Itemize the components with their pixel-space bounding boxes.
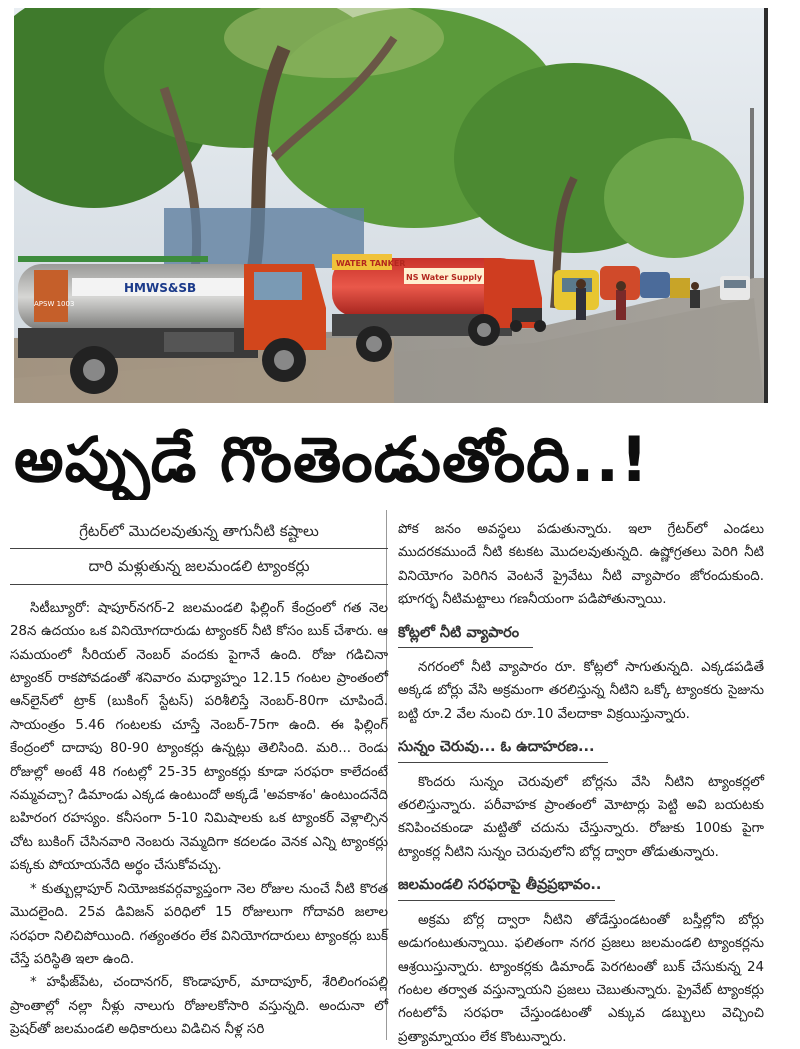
right-column <box>398 518 764 1049</box>
paragraph-3: * హఫీజ్‌పేట, చందానగర్, కొండాపూర్, మాదాపూర్, శేరిలింగంపల్లి ప్రాంతాల్లో నల్లా నీళ్లు నాలుగు రోజులకోసారి వస్తున్నది. అందునా లో ప్రెషర్‌తో జలమండలి అధికారులు విడిచిన నీళ్ల సరి <box>10 975 388 1038</box>
tanker1-code: APSW 1003 <box>34 300 75 308</box>
section-body-example: కొందరు సున్నం చెరువులో బోర్లను వేసి నీటిని ట్యాంకర్లలో తరలిస్తున్నారు. పరీవాహక ప్రాంతంలో మోటార్లు పెట్టి అవి బయటకు కనిపించకుండా మట్టితో చదును చేస్తున్నారు. రోజుకు 100కు పైగా ట్యాంకర్ల నీటిని సున్నం చెరువులోని బోర్ల ద్వారా తోడుతున్నారు. <box>398 774 764 860</box>
tanker1-label: HMWS&SB <box>124 281 197 295</box>
paragraph-continued: పోక జనం అవస్థలు పడుతున్నారు. ఇలా గ్రేటర్‌లో ఎండలు ముదరకముందే నీటి కటకట మొదలవుతున్నది. ఉష్ణోగ్రతలు పెరిగి నీటి వినియోగం పెరిగిన వెంటనే ప్రైవేటు నీటి వ్యాపారం జోరందుకుంది. భూగర్భ నీటిమట్టాలు గణనీయంగా పడిపోతున్నాయి. <box>398 522 764 608</box>
paragraph-2: * కుత్బుల్లాపూర్ నియోజకవర్గవ్యాప్తంగా నెల రోజుల నుంచే నీటి కొరత మొదలైంది. 25వ డివిజన్ పరిధిలో 15 రోజులుగా గోదావరి జలాల సరఫరా నిలిచిపోయింది. గత్యంతరం లేక వినియోగదారులు ట్యాంకర్లు బుక్ చేస్తే పరిస్థితి ఇలా ఉంది. <box>10 881 388 967</box>
tanker3-label: NS Water Supply <box>406 273 483 282</box>
section-body-business: నగరంలో నీటి వ్యాపారం రూ. కోట్లలో సాగుతున్నది. ఎక్కడపడితే అక్కడ బోర్లు వేసి అక్రమంగా తరలిస్తున్న నీటిని ఒక్కో ట్యాంకరు సైజును బట్టి రూ.2 వేల నుంచి రూ.10 వేలదాకా విక్రయిస్తున్నారు. <box>398 660 764 722</box>
tanker2-label: WATER TANKER <box>336 259 406 268</box>
subheading-1: గ్రేటర్‌లో మొదలవుతున్న తాగునీటి కష్టాలు <box>10 518 388 549</box>
section-body-impact: అక్రమ బోర్ల ద్వారా నీటిని తోడేస్తుండటంతో బస్తీల్లోని బోర్లు అడుగంటుతున్నాయి. ఫలితంగా నగర ప్రజలు జలమండలి ట్యాంకర్లను ఆశ్రయిస్తున్నారు. ట్యాంకర్లకు డిమాండ్ పెరగటంతో బుక్ చేసుకున్న 24 గంటల తర్వాత వస్తున్నాయని ప్రజలు చెబుతున్నారు. ప్రైవేట్ ట్యాంకర్లు గంటలోపే సరఫరా చేస్తుండటంతో ఎక్కువ డబ్బులు వెచ్చించి ప్రత్యామ్నాయం లేక కొంటున్నారు. <box>398 912 764 1045</box>
water-tankers-photo <box>14 8 764 403</box>
paragraph-1: సిటీబ్యూరో: షాపూర్‌నగర్‌-2 జలమండలి ఫిల్లింగ్ కేంద్రంలో గత నెల 28న ఉదయం ఒక వినియోగదారుడు ట్యాంకర్ నీటి కోసం బుక్ చేశారు. ఆ సమయంలో సీరియల్ నెంబర్ వందకు పైగానే ఉంది. రోజు గడిచినా ట్యాంకర్ రాకపోవడంతో శనివారం మధ్యాహ్నం 12.15 గంటల ప్రాంతంలో ఆన్‌లైన్‌లో ట్రాక్ (బుకింగ్ స్టేటస్) పరిశీలిస్తే నెంబర్‌-80గా చూపిందే. సాయంత్రం 5.46 గంటలకు చూస్తే నెంబర్‌-75గా ఉంది. ఈ ఫిల్లింగ్ కేంద్రంలో దాదాపు 80-90 ట్యాంకర్లు ఉన్నట్లు తెలిసింది. మరి... రెండు రోజుల్లో అంటే 48 గంటల్లో 25-35 ట్యాంకర్లు కూడా సరఫరా కాలేదంటే నమ్మవచ్చా? డిమాండు ఎక్కడ ఉంటుందో అక్కడే 'అవకాశం' ఉంటుందనేది బహిరంగ రహస్యం. కనీసంగా 5-10 నిమిషాలకు ఒక ట్యాంకర్ వెళ్లాల్సిన చోట బుకింగ్ చేసినవారి నెంబరు నెమ్మదిగా కదలడం వెనక ఎన్ని ట్యాంకర్లు పక్కకు పోయాయనేది అర్థం చేసుకోవచ్చు. <box>10 600 388 874</box>
section-heading-impact: జలమండలి సరఫరాపై తీవ్రప్రభావం.. <box>398 872 615 900</box>
section-heading-business: కోట్లలో నీటి వ్యాపారం <box>398 620 533 648</box>
subheading-2: దారి మళ్లుతున్న జలమండలి ట్యాంకర్లు <box>10 553 388 584</box>
headline: అప్పుడే గొంతెండుతోంది..! <box>14 423 650 496</box>
left-column <box>10 518 388 1042</box>
news-photo <box>14 8 768 403</box>
section-heading-example: సున్నం చెరువు... ఓ ఉదాహరణ... <box>398 734 608 762</box>
